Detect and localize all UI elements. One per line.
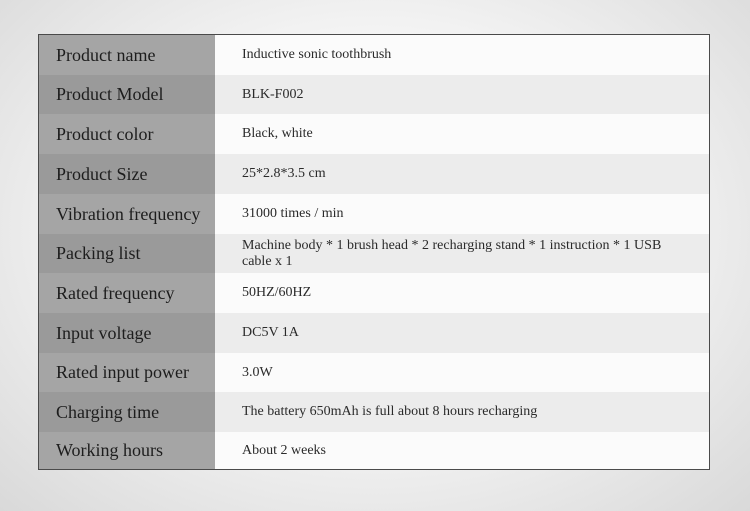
spec-table xyxy=(38,34,710,470)
spec-value: The battery 650mAh is full about 8 hours recharging xyxy=(215,392,709,432)
spec-value: Machine body * 1 brush head * 2 recharging stand * 1 instruction * 1 USB cable x 1 xyxy=(215,234,709,273)
spec-label: Rated frequency xyxy=(39,273,215,313)
spec-row-charging-time xyxy=(39,392,709,432)
spec-label: Packing list xyxy=(39,234,215,273)
spec-row-rated-frequency xyxy=(39,273,709,313)
spec-row-product-size xyxy=(39,154,709,194)
spec-row-product-name xyxy=(39,35,709,75)
spec-label: Vibration frequency xyxy=(39,194,215,234)
spec-label: Product Size xyxy=(39,154,215,194)
spec-value: 31000 times / min xyxy=(215,194,709,234)
spec-value: 3.0W xyxy=(215,353,709,392)
spec-row-rated-input-power xyxy=(39,353,709,392)
spec-row-input-voltage xyxy=(39,313,709,353)
spec-value: 25*2.8*3.5 cm xyxy=(215,154,709,194)
spec-row-product-model xyxy=(39,75,709,114)
spec-value: 50HZ/60HZ xyxy=(215,273,709,313)
spec-label: Product Model xyxy=(39,75,215,114)
spec-row-packing-list xyxy=(39,234,709,273)
spec-label: Charging time xyxy=(39,392,215,432)
spec-label: Input voltage xyxy=(39,313,215,353)
spec-value: Black, white xyxy=(215,114,709,154)
spec-row-vibration-frequency xyxy=(39,194,709,234)
spec-label: Rated input power xyxy=(39,353,215,392)
spec-value: DC5V 1A xyxy=(215,313,709,353)
spec-label: Product name xyxy=(39,35,215,75)
spec-label: Working hours xyxy=(39,432,215,469)
spec-row-product-color xyxy=(39,114,709,154)
spec-value: BLK-F002 xyxy=(215,75,709,114)
spec-label: Product color xyxy=(39,114,215,154)
spec-row-working-hours xyxy=(39,432,709,469)
spec-value: Inductive sonic toothbrush xyxy=(215,35,709,75)
spec-value: About 2 weeks xyxy=(215,432,709,469)
